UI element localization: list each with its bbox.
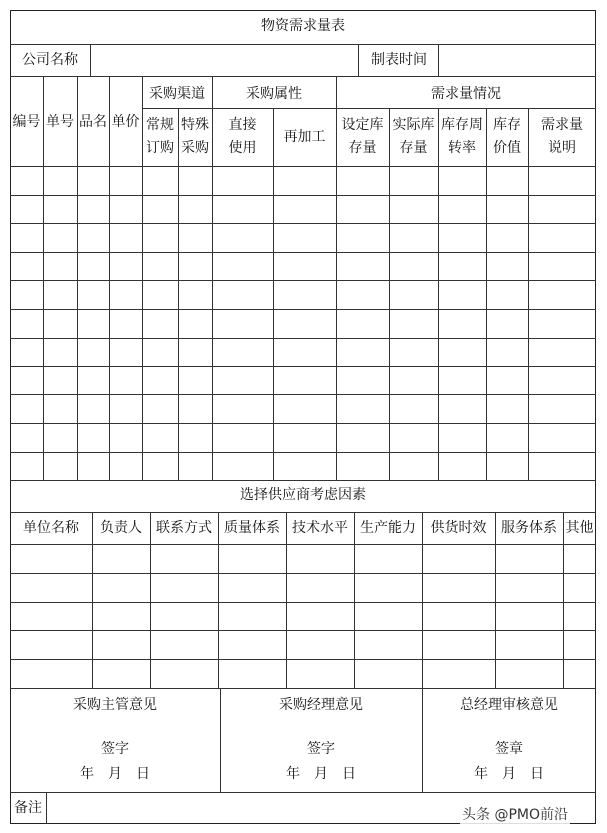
supplier-col-quality: 质量体系 <box>224 520 280 536</box>
approval-manager-sign: 签字 <box>307 741 335 757</box>
supplier-col-capacity: 生产能力 <box>360 520 416 536</box>
remarks-field[interactable] <box>50 800 450 818</box>
grid-line-h <box>10 630 596 631</box>
grid-line-h <box>10 195 596 196</box>
approval-gm-title: 总经理审核意见 <box>460 697 558 713</box>
approval-manager-date: 年 月 日 <box>286 766 356 782</box>
grid-line-h <box>10 76 596 77</box>
col-unit-price-header: 单价 <box>111 114 140 130</box>
grid-line-h <box>10 573 596 574</box>
grid-line-v <box>354 512 355 688</box>
grid-line-h <box>10 480 596 481</box>
prepared-date-label: 制表时间 <box>371 52 427 68</box>
grid-line-v <box>178 108 179 480</box>
purchase-attribute-header: 采购属性 <box>246 86 302 102</box>
grid-line-v <box>77 76 78 480</box>
grid-line-h <box>10 452 596 453</box>
watermark-text: 头条 @PMO前沿 <box>460 804 570 824</box>
grid-line-v <box>92 512 93 688</box>
supplier-col-contact: 联系方式 <box>156 520 212 536</box>
attr-direct-use-header: 直接 使用 <box>228 117 257 156</box>
set-stock-header: 设定库 存量 <box>341 117 384 156</box>
grid-line-h <box>10 280 596 281</box>
grid-line-h <box>10 223 596 224</box>
supplier-col-other: 其他 <box>565 520 594 536</box>
stock-turnover-header: 库存周 转率 <box>441 117 483 156</box>
approval-manager-title: 采购经理意见 <box>279 697 363 713</box>
demand-note-header: 需求量 说明 <box>541 117 583 156</box>
grid-line-h <box>10 44 596 45</box>
grid-line-h <box>10 166 596 167</box>
grid-line-v <box>422 512 423 688</box>
approval-supervisor-title: 采购主管意见 <box>73 697 157 713</box>
supplier-col-service: 服务体系 <box>501 520 557 536</box>
approval-supervisor-sign: 签字 <box>101 741 129 757</box>
channel-regular-header: 常规 订购 <box>146 117 174 156</box>
purchase-channel-header: 采购渠道 <box>149 86 205 102</box>
col-id-header: 编号 <box>12 114 41 130</box>
approval-gm-seal: 签章 <box>495 741 523 757</box>
supplier-col-tech: 技术水平 <box>292 520 348 536</box>
grid-line-h <box>10 309 596 310</box>
col-order-no-header: 单号 <box>46 114 74 130</box>
company-name-label: 公司名称 <box>22 52 78 68</box>
grid-line-v <box>150 512 151 688</box>
grid-line-h <box>10 792 596 793</box>
channel-special-header: 特殊 采购 <box>181 117 209 156</box>
grid-line-h <box>10 423 596 424</box>
grid-line-v <box>438 108 439 480</box>
grid-line-v <box>286 512 287 688</box>
grid-line-v <box>563 512 564 688</box>
stock-value-header: 库存 价值 <box>493 117 521 156</box>
grid-line-h <box>10 602 596 603</box>
grid-line-v <box>43 76 44 480</box>
remarks-label: 备注 <box>14 800 42 816</box>
actual-stock-header: 实际库 存量 <box>392 117 435 156</box>
grid-line-h <box>10 366 596 367</box>
grid-line-v <box>486 108 487 480</box>
grid-line-h <box>10 338 596 339</box>
grid-line-h <box>10 512 596 513</box>
grid-line-v <box>109 76 110 480</box>
approval-gm-date: 年 月 日 <box>474 766 544 782</box>
grid-line-v <box>90 44 91 76</box>
form-title: 物资需求量表 <box>261 18 345 34</box>
grid-line-h <box>10 544 596 545</box>
approval-supervisor-date: 年 月 日 <box>80 766 150 782</box>
supplier-col-owner: 负责人 <box>100 520 142 536</box>
grid-line-v <box>218 512 219 688</box>
col-item-name-header: 品名 <box>79 114 107 130</box>
grid-line-v <box>528 108 529 480</box>
supplier-section-title: 选择供应商考虑因素 <box>240 487 366 503</box>
grid-line-h <box>10 688 596 689</box>
grid-line-v <box>438 44 439 76</box>
grid-line-h <box>10 252 596 253</box>
grid-line-v <box>46 792 47 824</box>
attr-reprocess-header: 再加工 <box>283 129 326 145</box>
grid-line-v <box>495 512 496 688</box>
grid-line-v <box>273 108 274 480</box>
grid-line-h <box>10 394 596 395</box>
grid-line-v <box>389 108 390 480</box>
grid-line-v <box>358 44 359 76</box>
grid-line-h <box>10 659 596 660</box>
demand-status-header: 需求量情况 <box>431 86 501 102</box>
supplier-col-unit-name: 单位名称 <box>23 520 79 536</box>
supplier-col-delivery: 供货时效 <box>430 520 487 536</box>
